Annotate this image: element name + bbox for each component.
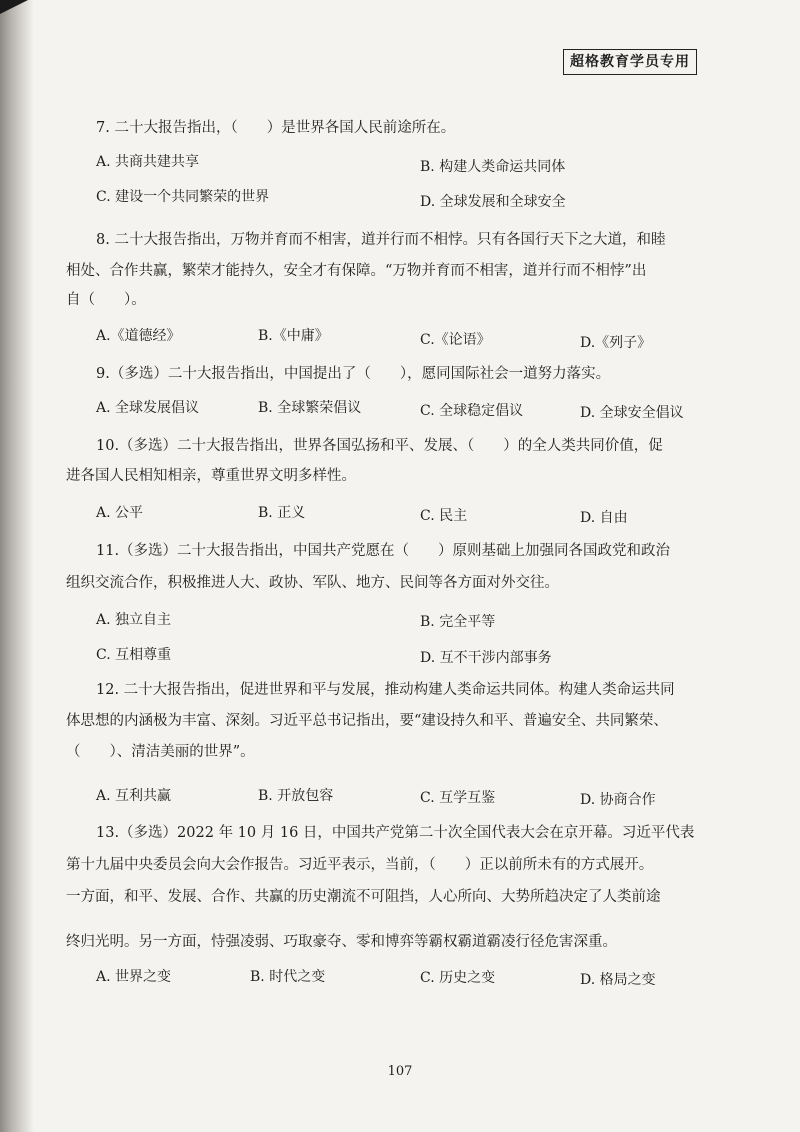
q7-option-d: D. 全球发展和全球安全 xyxy=(420,194,566,210)
q9-option-a: A. 全球发展倡议 xyxy=(96,400,200,416)
corner-shadow xyxy=(0,0,28,14)
q7-option-a: A. 共商共建共享 xyxy=(96,154,200,170)
q13-option-d: D. 格局之变 xyxy=(580,972,656,988)
q11-option-b: B. 完全平等 xyxy=(420,614,496,630)
question-11-line-1: 11.（多选）二十大报告指出，中国共产党愿在（ ）原则基础上加强同各国政党和政治 xyxy=(96,543,671,559)
q11-option-d: D. 互不干涉内部事务 xyxy=(420,650,552,666)
q7-option-c: C. 建设一个共同繁荣的世界 xyxy=(96,189,270,205)
question-8-line-2: 相处、合作共赢，繁荣才能持久，安全才有保障。“万物并育而不相害，道并行而不相悖”出 xyxy=(66,263,647,279)
q8-option-b: B.《中庸》 xyxy=(258,328,329,344)
q11-option-c: C. 互相尊重 xyxy=(96,647,172,663)
question-11-line-2: 组织交流合作，积极推进人大、政协、军队、地方、民间等各方面对外交往。 xyxy=(66,575,559,591)
q9-option-d: D. 全球安全倡议 xyxy=(580,405,684,421)
q11-option-a: A. 独立自主 xyxy=(96,612,172,628)
question-13-line-4: 终归光明。另一方面，恃强凌弱、巧取豪夺、零和博弈等霸权霸道霸凌行径危害深重。 xyxy=(66,934,617,950)
q7-option-b: B. 构建人类命运共同体 xyxy=(420,159,566,175)
q9-option-b: B. 全球繁荣倡议 xyxy=(258,400,362,416)
question-10-line-1: 10.（多选）二十大报告指出，世界各国弘扬和平、发展、（ ）的全人类共同价值，促 xyxy=(96,438,663,454)
q10-option-b: B. 正义 xyxy=(258,505,306,521)
question-12-line-3: （ ）、清洁美丽的世界”。 xyxy=(66,744,255,760)
q8-option-a: A.《道德经》 xyxy=(96,328,181,344)
header-stamp: 超格教育学员专用 xyxy=(563,49,697,75)
question-10-line-2: 进各国人民相知相亲，尊重世界文明多样性。 xyxy=(66,468,356,484)
question-9-line-1: 9.（多选）二十大报告指出，中国提出了（ ），愿同国际社会一道努力落实。 xyxy=(96,366,611,382)
question-12-line-2: 体思想的内涵极为丰富、深刻。习近平总书记指出，要“建设持久和平、普遍安全、共同繁荣、 xyxy=(66,713,668,729)
q10-option-c: C. 民主 xyxy=(420,508,468,524)
q8-option-c: C.《论语》 xyxy=(420,332,491,348)
question-13-line-2: 第十九届中央委员会向大会作报告。习近平表示，当前，（ ）正以前所未有的方式展开。 xyxy=(66,857,654,873)
q10-option-d: D. 自由 xyxy=(580,510,628,526)
question-8-line-1: 8. 二十大报告指出，万物并育而不相害，道并行而不相悖。只有各国行天下之大道，和睦 xyxy=(96,232,666,248)
question-13-line-1: 13.（多选）2022 年 10 月 16 日，中国共产党第二十次全国代表大会在京开幕。习近平代表 xyxy=(96,825,695,841)
question-13-line-3: 一方面，和平、发展、合作、共赢的历史潮流不可阻挡，人心所向、大势所趋决定了人类前途 xyxy=(66,889,661,905)
q8-option-d: D.《列子》 xyxy=(580,335,652,351)
book-binding-shadow xyxy=(0,0,34,1132)
page-number: 107 xyxy=(387,1064,413,1079)
q13-option-b: B. 时代之变 xyxy=(250,969,326,985)
question-7-line-1: 7. 二十大报告指出，（ ）是世界各国人民前途所在。 xyxy=(96,120,456,136)
q12-option-c: C. 互学互鉴 xyxy=(420,790,496,806)
q12-option-b: B. 开放包容 xyxy=(258,788,334,804)
q10-option-a: A. 公平 xyxy=(96,505,144,521)
q12-option-a: A. 互利共赢 xyxy=(96,788,172,804)
question-8-line-3: 自（ ）。 xyxy=(66,292,146,308)
q9-option-c: C. 全球稳定倡议 xyxy=(420,403,524,419)
q13-option-a: A. 世界之变 xyxy=(96,969,172,985)
question-12-line-1: 12. 二十大报告指出，促进世界和平与发展，推动构建人类命运共同体。构建人类命运共同 xyxy=(96,682,675,698)
q13-option-c: C. 历史之变 xyxy=(420,970,496,986)
q12-option-d: D. 协商合作 xyxy=(580,792,656,808)
